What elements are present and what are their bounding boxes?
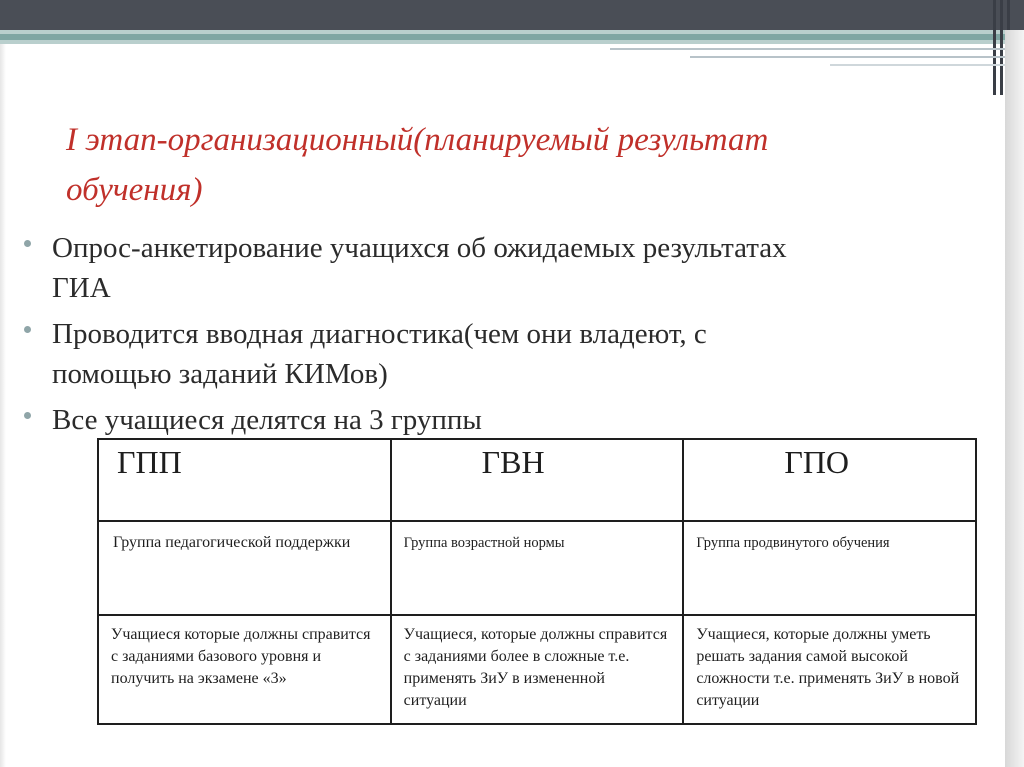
bullet-item xyxy=(22,314,822,394)
top-bar xyxy=(0,0,1024,30)
bullet-dot-icon xyxy=(24,412,31,419)
table-header-cell: ГПО xyxy=(683,439,976,521)
accent-line xyxy=(690,56,1005,58)
bullet-dot-icon xyxy=(24,326,31,333)
bullet-item xyxy=(22,400,822,440)
table-cell: Группа возрастной нормы xyxy=(391,521,684,615)
bullet-list xyxy=(22,228,822,446)
bullet-item xyxy=(22,228,822,308)
table-row xyxy=(98,615,976,724)
table-cell: Учащиеся, которые должны справится с заданиями более в сложные т.е. применять ЗиУ в измененной ситуации xyxy=(391,615,684,724)
table-header-cell: ГПП xyxy=(98,439,391,521)
slide-title: I этап-организационный(планируемый результат обучения) xyxy=(66,122,769,208)
slide-shadow xyxy=(1005,30,1024,767)
bullet-text: Все учащиеся делятся на 3 группы xyxy=(52,404,482,436)
table-header-row xyxy=(98,439,976,521)
groups-table xyxy=(97,438,977,725)
table-cell: Учащиеся которые должны справится с заданиями базового уровня и получить на экзамене «3» xyxy=(98,615,391,724)
table-row xyxy=(98,521,976,615)
bullet-text: Проводится вводная диагностика(чем они владеют, с помощью заданий КИМов) xyxy=(52,318,707,390)
table-cell: Группа педагогической поддержки xyxy=(98,521,391,615)
bullet-dot-icon xyxy=(24,240,31,247)
bullet-text: Опрос-анкетирование учащихся об ожидаемых результатах ГИА xyxy=(52,232,787,304)
accent-line xyxy=(610,48,1005,50)
slide-shadow xyxy=(0,44,6,767)
teal-band-inner xyxy=(0,34,1005,40)
accent-line xyxy=(830,64,1005,66)
table-header-cell: ГВН xyxy=(391,439,684,521)
table-cell: Учащиеся, которые должны уметь решать задания самой высокой сложности т.е. применять ЗиУ в новой ситуации xyxy=(683,615,976,724)
table-cell: Группа продвинутого обучения xyxy=(683,521,976,615)
